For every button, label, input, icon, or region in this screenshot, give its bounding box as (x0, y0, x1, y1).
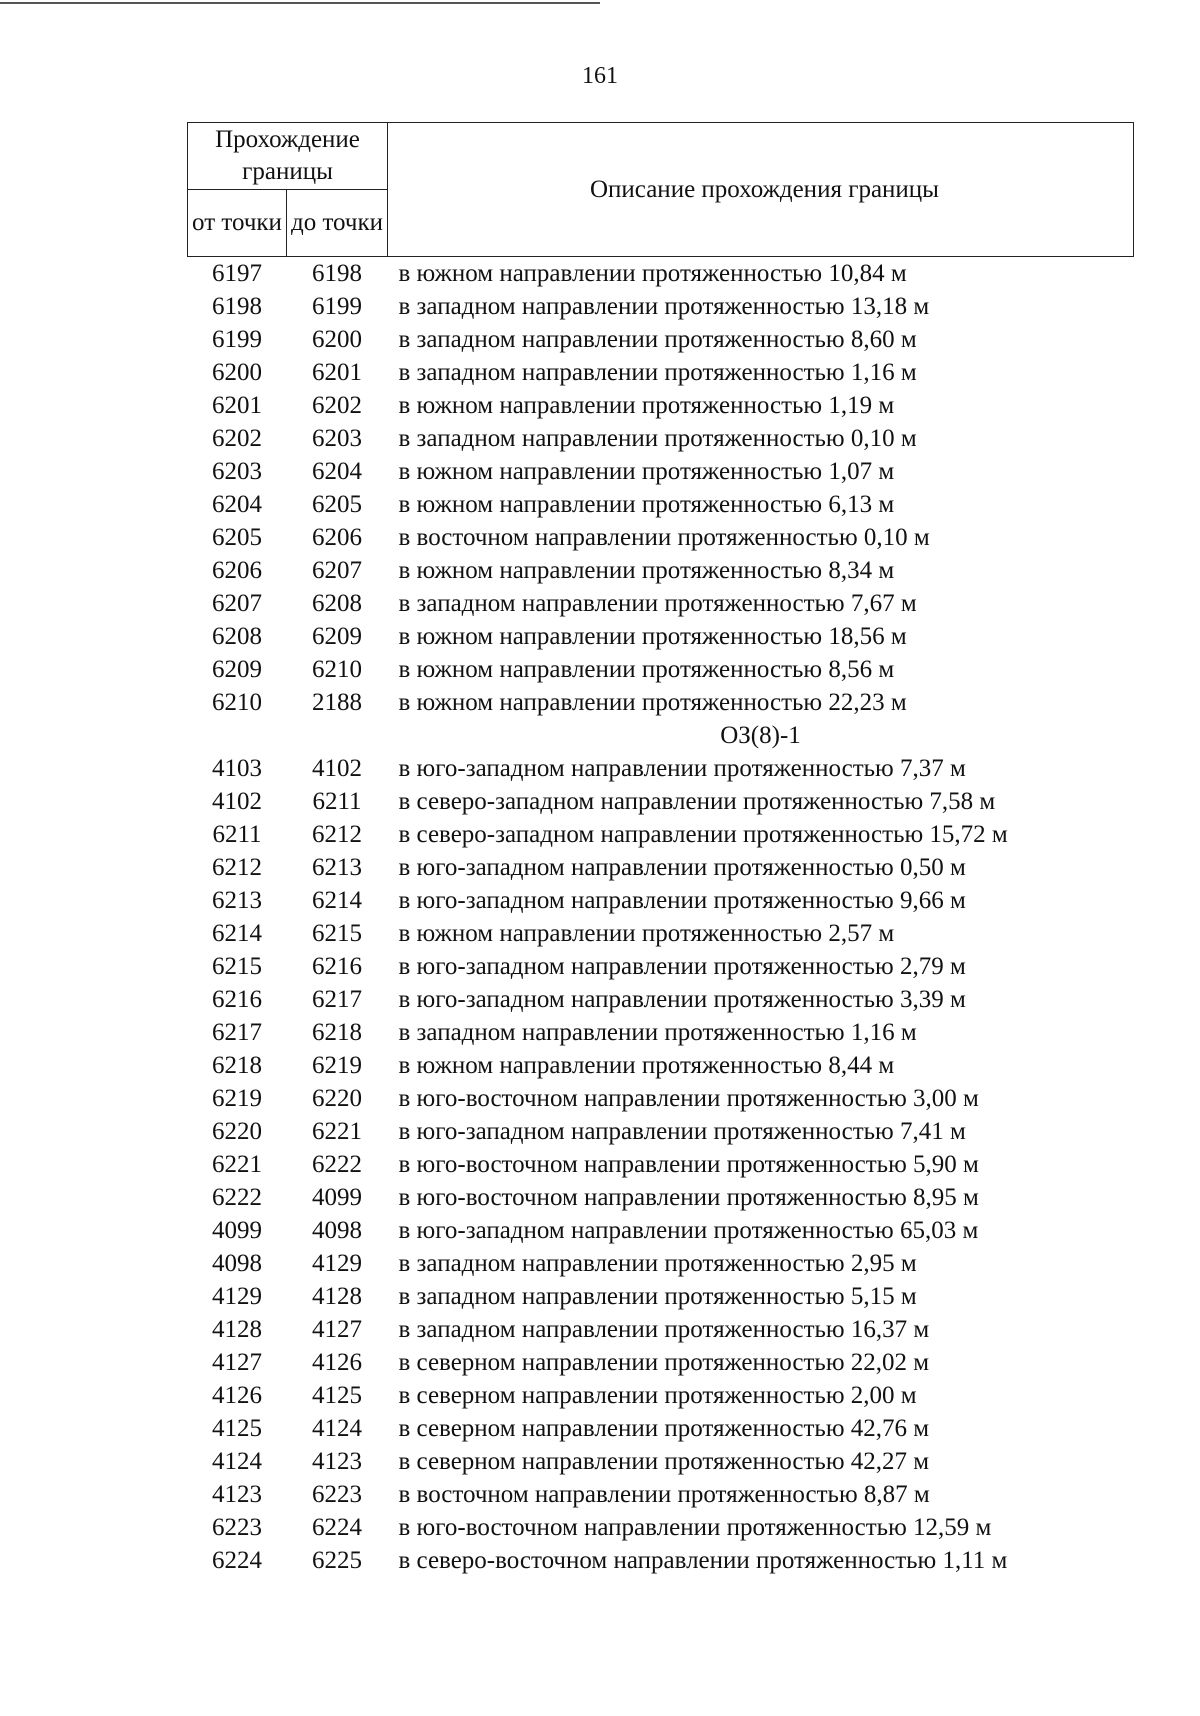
description-cell: в западном направлении протяженностью 7,67 м (398, 590, 917, 617)
description-cell: в северо-восточном направлении протяженностью 1,11 м (398, 1547, 1008, 1574)
to-point-cell: 6215 (312, 920, 362, 947)
to-point-cell: 6204 (312, 458, 362, 485)
from-point-cell: 6224 (212, 1547, 262, 1574)
description-cell: в южном направлении протяженностью 1,07 м (398, 458, 895, 485)
table-row (188, 1478, 1134, 1511)
table-row (188, 1412, 1134, 1445)
table-row (188, 653, 1134, 686)
to-point-cell: 6219 (312, 1052, 362, 1079)
to-point-cell: 6209 (312, 623, 362, 650)
table-row (188, 389, 1134, 422)
from-point-cell: 4098 (212, 1250, 262, 1277)
to-point-cell: 6221 (312, 1118, 362, 1145)
table-row (188, 1181, 1134, 1214)
from-point-cell: 6199 (212, 326, 262, 353)
to-point-cell: 6203 (312, 425, 362, 452)
section-row (188, 719, 1134, 752)
description-cell: в южном направлении протяженностью 1,19 м (398, 392, 895, 419)
to-point-cell: 4098 (312, 1217, 362, 1244)
from-point-cell: 6218 (212, 1052, 262, 1079)
table-row (188, 686, 1134, 719)
table-row (188, 1016, 1134, 1049)
from-point-cell: 6222 (212, 1184, 262, 1211)
to-point-cell: 4128 (312, 1283, 362, 1310)
from-point-cell: 4103 (212, 755, 262, 782)
table-row (188, 1346, 1134, 1379)
to-point-cell: 4125 (312, 1382, 362, 1409)
description-cell: в южном направлении протяженностью 8,34 м (398, 557, 895, 584)
to-point-cell: 6208 (312, 590, 362, 617)
table-row (188, 1280, 1134, 1313)
description-cell: в юго-восточном направлении протяженностью 12,59 м (398, 1514, 992, 1541)
table-row (188, 620, 1134, 653)
description-cell: в юго-восточном направлении протяженностью 5,90 м (398, 1151, 979, 1178)
boundary-table (187, 122, 1134, 1577)
from-point-cell: 4129 (212, 1283, 262, 1310)
from-point-cell: 6214 (212, 920, 262, 947)
to-point-cell: 4126 (312, 1349, 362, 1376)
to-point-cell: 6216 (312, 953, 362, 980)
from-point-cell: 6209 (212, 656, 262, 683)
description-cell: в южном направлении протяженностью 8,44 м (398, 1052, 895, 1079)
to-point-cell: 6217 (312, 986, 362, 1013)
section-title: ОЗ(8)-1 (720, 722, 801, 749)
description-cell: в юго-восточном направлении протяженностью 8,95 м (398, 1184, 979, 1211)
description-cell: в северо-западном направлении протяженностью 7,58 м (398, 788, 996, 815)
from-point-cell: 4127 (212, 1349, 262, 1376)
to-point-cell: 6225 (312, 1547, 362, 1574)
table-row (188, 257, 1134, 291)
from-point-cell: 6223 (212, 1514, 262, 1541)
description-cell: в юго-западном направлении протяженностью 9,66 м (398, 887, 966, 914)
description-cell: в западном направлении протяженностью 1,16 м (398, 359, 917, 386)
from-point-cell: 6198 (212, 293, 262, 320)
to-point-cell: 4129 (312, 1250, 362, 1277)
to-point-cell: 6224 (312, 1514, 362, 1541)
from-point-cell: 6216 (212, 986, 262, 1013)
to-point-cell: 6206 (312, 524, 362, 551)
header-from-point: от точки (188, 190, 287, 257)
from-point-cell: 6205 (212, 524, 262, 551)
table-row (188, 587, 1134, 620)
table-row (188, 323, 1134, 356)
table-row (188, 488, 1134, 521)
from-point-cell: 4102 (212, 788, 262, 815)
description-cell: в северном направлении протяженностью 42,27 м (398, 1448, 930, 1475)
table-row (188, 917, 1134, 950)
table-row (188, 1247, 1134, 1280)
to-point-cell: 4123 (312, 1448, 362, 1475)
description-cell: в восточном направлении протяженностью 8,87 м (398, 1481, 930, 1508)
table-row (188, 455, 1134, 488)
to-point-cell: 6222 (312, 1151, 362, 1178)
description-cell: в северном направлении протяженностью 22,02 м (398, 1349, 930, 1376)
to-point-cell: 6202 (312, 392, 362, 419)
table-row (188, 290, 1134, 323)
from-point-cell: 6221 (212, 1151, 262, 1178)
to-point-cell: 2188 (312, 689, 362, 716)
from-point-cell: 6204 (212, 491, 262, 518)
from-point-cell: 6208 (212, 623, 262, 650)
table-row (188, 422, 1134, 455)
from-point-cell: 4099 (212, 1217, 262, 1244)
to-point-cell: 6207 (312, 557, 362, 584)
to-point-cell: 6212 (312, 821, 362, 848)
table-row (188, 950, 1134, 983)
to-point-cell: 6223 (312, 1481, 362, 1508)
from-point-cell: 6197 (212, 260, 262, 287)
description-cell: в западном направлении протяженностью 8,60 м (398, 326, 917, 353)
table-row (188, 983, 1134, 1016)
from-point-cell: 6202 (212, 425, 262, 452)
from-point-cell: 6211 (212, 821, 262, 848)
description-cell: в южном направлении протяженностью 10,84 м (398, 260, 907, 287)
to-point-cell: 6200 (312, 326, 362, 353)
description-cell: в южном направлении протяженностью 6,13 м (398, 491, 895, 518)
to-point-cell: 4127 (312, 1316, 362, 1343)
from-point-cell: 4128 (212, 1316, 262, 1343)
header-boundary-passage: Прохождение границы (188, 123, 388, 190)
from-point-cell: 6215 (212, 953, 262, 980)
description-cell: в юго-западном направлении протяженностью 0,50 м (398, 854, 966, 881)
description-cell: в северо-западном направлении протяженностью 15,72 м (398, 821, 1008, 848)
description-cell: в северном направлении протяженностью 2,00 м (398, 1382, 917, 1409)
from-point-cell: 6219 (212, 1085, 262, 1112)
description-cell: в южном направлении протяженностью 2,57 м (398, 920, 895, 947)
from-point-cell: 6206 (212, 557, 262, 584)
from-point-cell: 6213 (212, 887, 262, 914)
from-point-cell: 6220 (212, 1118, 262, 1145)
from-point-cell: 4126 (212, 1382, 262, 1409)
from-point-cell: 6207 (212, 590, 262, 617)
description-cell: в западном направлении протяженностью 1,16 м (398, 1019, 917, 1046)
description-cell: в восточном направлении протяженностью 0,10 м (398, 524, 930, 551)
header-to-point: до точки (287, 190, 388, 257)
description-cell: в юго-западном направлении протяженностью 7,37 м (398, 755, 966, 782)
to-point-cell: 6211 (312, 788, 362, 815)
header-description: Описание прохождения границы (388, 123, 1134, 257)
from-point-cell: 6201 (212, 392, 262, 419)
table-row (188, 1445, 1134, 1478)
description-cell: в западном направлении протяженностью 0,10 м (398, 425, 917, 452)
table-row (188, 752, 1134, 785)
from-point-cell: 6212 (212, 854, 262, 881)
description-cell: в южном направлении протяженностью 22,23 м (398, 689, 907, 716)
from-point-cell: 4125 (212, 1415, 262, 1442)
table-row (188, 1379, 1134, 1412)
table-row (188, 1049, 1134, 1082)
table-row (188, 1544, 1134, 1577)
table-row (188, 1214, 1134, 1247)
scan-edge-line (0, 2, 600, 4)
to-point-cell: 6199 (312, 293, 362, 320)
to-point-cell: 6218 (312, 1019, 362, 1046)
table-row (188, 851, 1134, 884)
from-point-cell: 4123 (212, 1481, 262, 1508)
to-point-cell: 6201 (312, 359, 362, 386)
table-row (188, 1082, 1134, 1115)
description-cell: в южном направлении протяженностью 8,56 м (398, 656, 895, 683)
to-point-cell: 6214 (312, 887, 362, 914)
table-row (188, 1148, 1134, 1181)
to-point-cell: 6210 (312, 656, 362, 683)
description-cell: в юго-западном направлении протяженностью 3,39 м (398, 986, 966, 1013)
description-cell: в западном направлении протяженностью 13,18 м (398, 293, 930, 320)
to-point-cell: 4099 (312, 1184, 362, 1211)
to-point-cell: 6220 (312, 1085, 362, 1112)
table-header (188, 123, 1134, 257)
table-row (188, 785, 1134, 818)
from-point-cell: 6210 (212, 689, 262, 716)
to-point-cell: 6198 (312, 260, 362, 287)
table-row (188, 818, 1134, 851)
table-row (188, 1511, 1134, 1544)
from-point-cell: 6200 (212, 359, 262, 386)
description-cell: в северном направлении протяженностью 42,76 м (398, 1415, 930, 1442)
table-body (188, 257, 1134, 1578)
table-row (188, 521, 1134, 554)
from-point-cell: 6203 (212, 458, 262, 485)
to-point-cell: 6205 (312, 491, 362, 518)
description-cell: в западном направлении протяженностью 5,15 м (398, 1283, 917, 1310)
description-cell: в юго-западном направлении протяженностью 2,79 м (398, 953, 966, 980)
description-cell: в западном направлении протяженностью 16,37 м (398, 1316, 930, 1343)
to-point-cell: 4124 (312, 1415, 362, 1442)
from-point-cell: 4124 (212, 1448, 262, 1475)
table-row (188, 1115, 1134, 1148)
description-cell: в юго-западном направлении протяженностью 65,03 м (398, 1217, 979, 1244)
description-cell: в южном направлении протяженностью 18,56 м (398, 623, 907, 650)
page-number: 161 (582, 63, 618, 89)
description-cell: в западном направлении протяженностью 2,95 м (398, 1250, 917, 1277)
to-point-cell: 4102 (312, 755, 362, 782)
table-row (188, 356, 1134, 389)
table-row (188, 884, 1134, 917)
description-cell: в юго-восточном направлении протяженностью 3,00 м (398, 1085, 979, 1112)
to-point-cell: 6213 (312, 854, 362, 881)
table-row (188, 554, 1134, 587)
from-point-cell: 6217 (212, 1019, 262, 1046)
table-row (188, 1313, 1134, 1346)
description-cell: в юго-западном направлении протяженностью 7,41 м (398, 1118, 966, 1145)
